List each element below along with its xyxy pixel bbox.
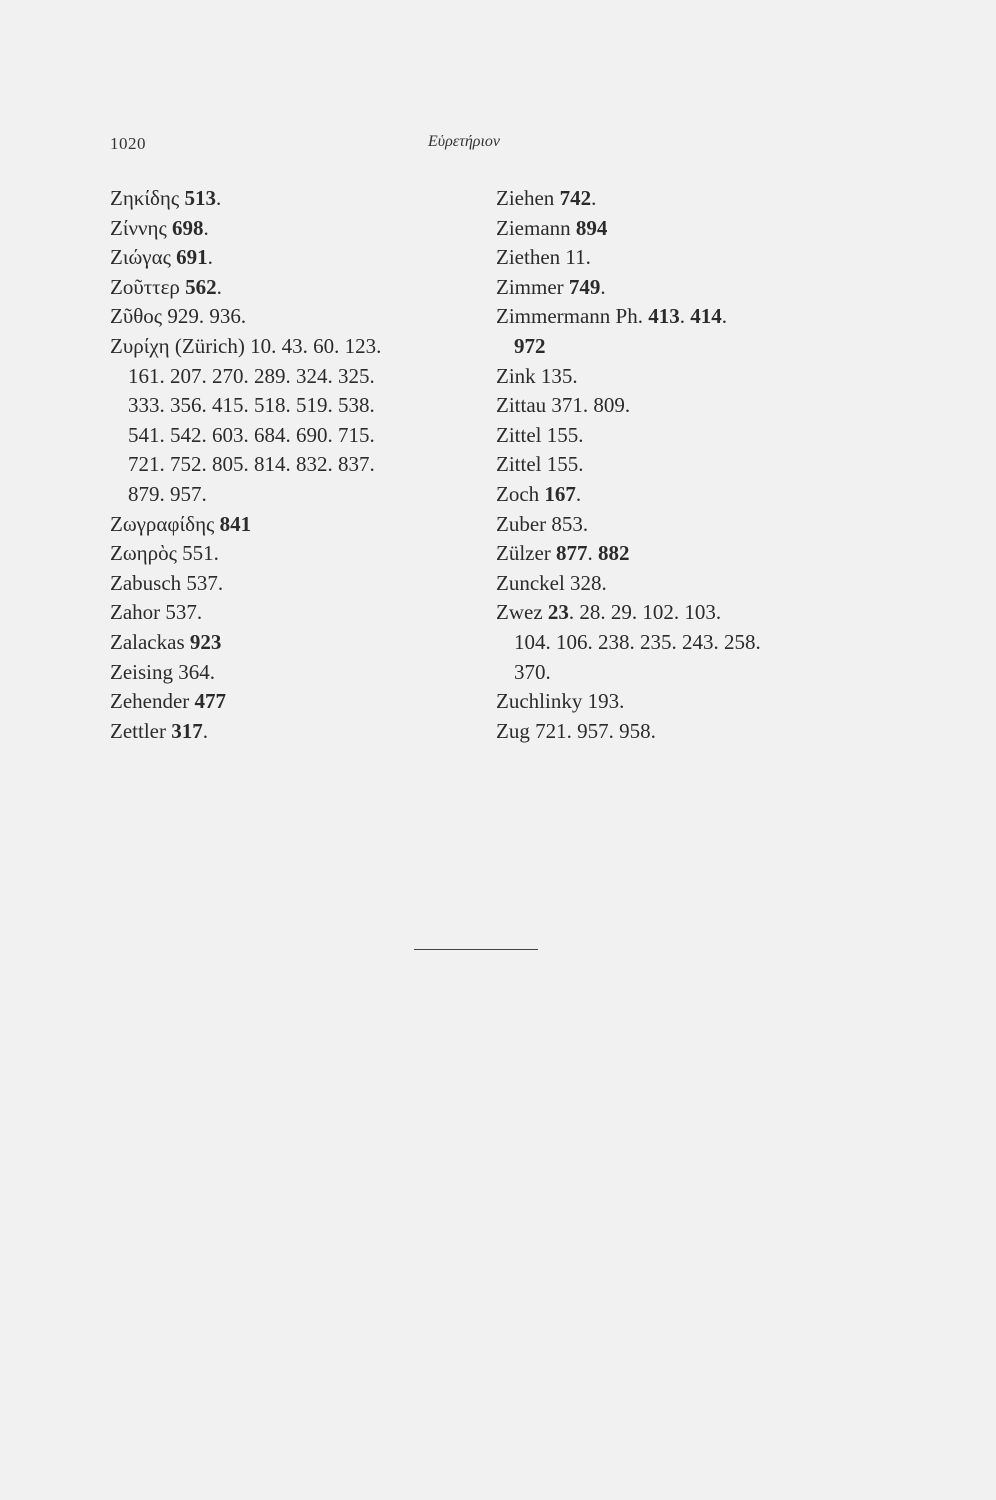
index-entry (496, 332, 896, 362)
entry-text: Ζωγραφίδης (110, 511, 220, 536)
page-reference-bold: 562 (185, 274, 217, 299)
entry-text: . 28. 29. 102. 103. (568, 600, 722, 625)
entry-text: Ziehen (496, 186, 560, 210)
index-entry (496, 687, 896, 717)
index-entry (110, 598, 490, 628)
index-entry (110, 480, 490, 510)
index-entry (110, 184, 490, 214)
entry-text: 721. 752. 805. 814. 832. 837. (128, 452, 375, 477)
entry-text: Ζοῦττερ (110, 274, 186, 299)
closing-rule (414, 949, 538, 950)
entry-text: . (587, 541, 599, 566)
entry-text: . (591, 186, 597, 210)
page-reference-bold: 894 (575, 215, 608, 240)
entry-text: Zink 135. (496, 363, 578, 388)
entry-text: Ζυρίχη (Zürich) 10. 43. 60. 123. (110, 333, 382, 358)
entry-text: . (216, 274, 222, 299)
entry-text: Zeising 364. (110, 659, 215, 684)
page-reference-bold: 972 (514, 333, 546, 358)
index-entry (496, 273, 896, 303)
entry-text: Zug 721. 957. 958. (496, 718, 656, 743)
page-reference-bold: 477 (194, 689, 227, 714)
entry-text: 104. 106. 238. 235. 243. 258. (514, 629, 761, 654)
entry-text: Zittau 371. 809. (496, 393, 631, 418)
index-entry (496, 628, 896, 658)
entry-text: Zittel 155. (496, 422, 584, 447)
entry-text: Ζιώγας (110, 245, 177, 270)
page-reference-bold: 841 (219, 511, 252, 536)
entry-text: Ζωηρὸς 551. (110, 541, 219, 566)
entry-text: Zehender (110, 689, 195, 714)
index-entry (496, 569, 896, 599)
page-reference-bold: 414 (690, 304, 722, 329)
index-entry (496, 243, 896, 273)
entry-text: Zahor 537. (110, 600, 203, 625)
running-title: Εὑρετήριον (428, 133, 500, 150)
index-entry (110, 391, 490, 421)
index-entry (110, 658, 490, 688)
index-entry (496, 450, 896, 480)
index-entry (496, 598, 896, 628)
entry-text: 541. 542. 603. 684. 690. 715. (128, 422, 375, 447)
entry-text: 161. 207. 270. 289. 324. 325. (128, 363, 375, 388)
entry-text: Zülzer (496, 541, 557, 566)
index-entry (110, 539, 490, 569)
entry-text: . (203, 215, 209, 240)
entry-text: Ζηκίδης (110, 186, 185, 210)
entry-text: . (679, 304, 691, 329)
entry-text: . (600, 274, 606, 299)
page-reference-bold: 749 (568, 274, 601, 299)
entry-text: Ζίννης (110, 215, 173, 240)
entry-text: . (721, 304, 727, 329)
index-entry (110, 421, 490, 451)
entry-text: Zoch (496, 481, 545, 506)
index-entry (110, 362, 490, 392)
index-entry (110, 332, 490, 362)
entry-text: Zunckel 328. (496, 570, 607, 595)
entry-text: Zuchlinky 193. (496, 689, 625, 714)
entry-text: Zimmermann Ph. (496, 304, 649, 329)
entry-text: Zuber 853. (496, 511, 589, 536)
index-entry (110, 302, 490, 332)
index-entry (110, 628, 490, 658)
page-reference-bold: 413 (648, 304, 680, 329)
entry-text: Zittel 155. (496, 452, 584, 477)
page-reference-bold: 877 (556, 541, 588, 566)
entry-text: Zettler (110, 718, 172, 743)
entry-text: Ziemann (496, 215, 576, 240)
index-entry (496, 480, 896, 510)
entry-text: Zabusch 537. (110, 570, 224, 595)
entry-text: 333. 356. 415. 518. 519. 538. (128, 393, 375, 418)
index-entry (110, 687, 490, 717)
page-reference-bold: 923 (189, 629, 222, 654)
index-entry (496, 214, 896, 244)
index-entry (110, 717, 490, 747)
index-entry (496, 539, 896, 569)
entry-text: Zimmer (496, 274, 569, 299)
entry-text: 879. 957. (128, 481, 207, 506)
page-reference-bold: 698 (172, 215, 204, 240)
entry-text: Zwez (496, 600, 548, 625)
entry-text: 370. (514, 659, 551, 684)
page-number: 1020 (110, 134, 146, 153)
page-reference-bold: 23 (547, 600, 569, 625)
index-entry (496, 184, 896, 214)
index-column-left (110, 184, 490, 746)
index-entry (110, 450, 490, 480)
index-entry (496, 302, 896, 332)
index-entry (496, 421, 896, 451)
entry-text: . (207, 245, 213, 270)
entry-text: Ζῦθος 929. 936. (110, 304, 247, 329)
entry-text: Zalackas (110, 629, 190, 654)
index-entry (496, 362, 896, 392)
index-entry (496, 391, 896, 421)
index-entry (110, 510, 490, 540)
entry-text: . (202, 718, 208, 743)
index-entry (496, 717, 896, 747)
entry-text: . (215, 186, 222, 210)
page-reference-bold: 167 (544, 481, 576, 506)
index-entry (110, 273, 490, 303)
page-reference-bold: 513 (184, 186, 216, 210)
page-reference-bold: 882 (598, 541, 630, 566)
index-entry (496, 510, 896, 540)
page-reference-bold: 742 (559, 186, 592, 210)
index-column-right (496, 184, 896, 746)
entry-text: . (575, 481, 582, 506)
index-entry (110, 243, 490, 273)
page-reference-bold: 691 (176, 245, 208, 270)
page-reference-bold: 317 (171, 718, 203, 743)
index-entry (110, 214, 490, 244)
index-entry (110, 569, 490, 599)
index-entry (496, 658, 896, 688)
entry-text: Ziethen 11. (496, 245, 591, 270)
